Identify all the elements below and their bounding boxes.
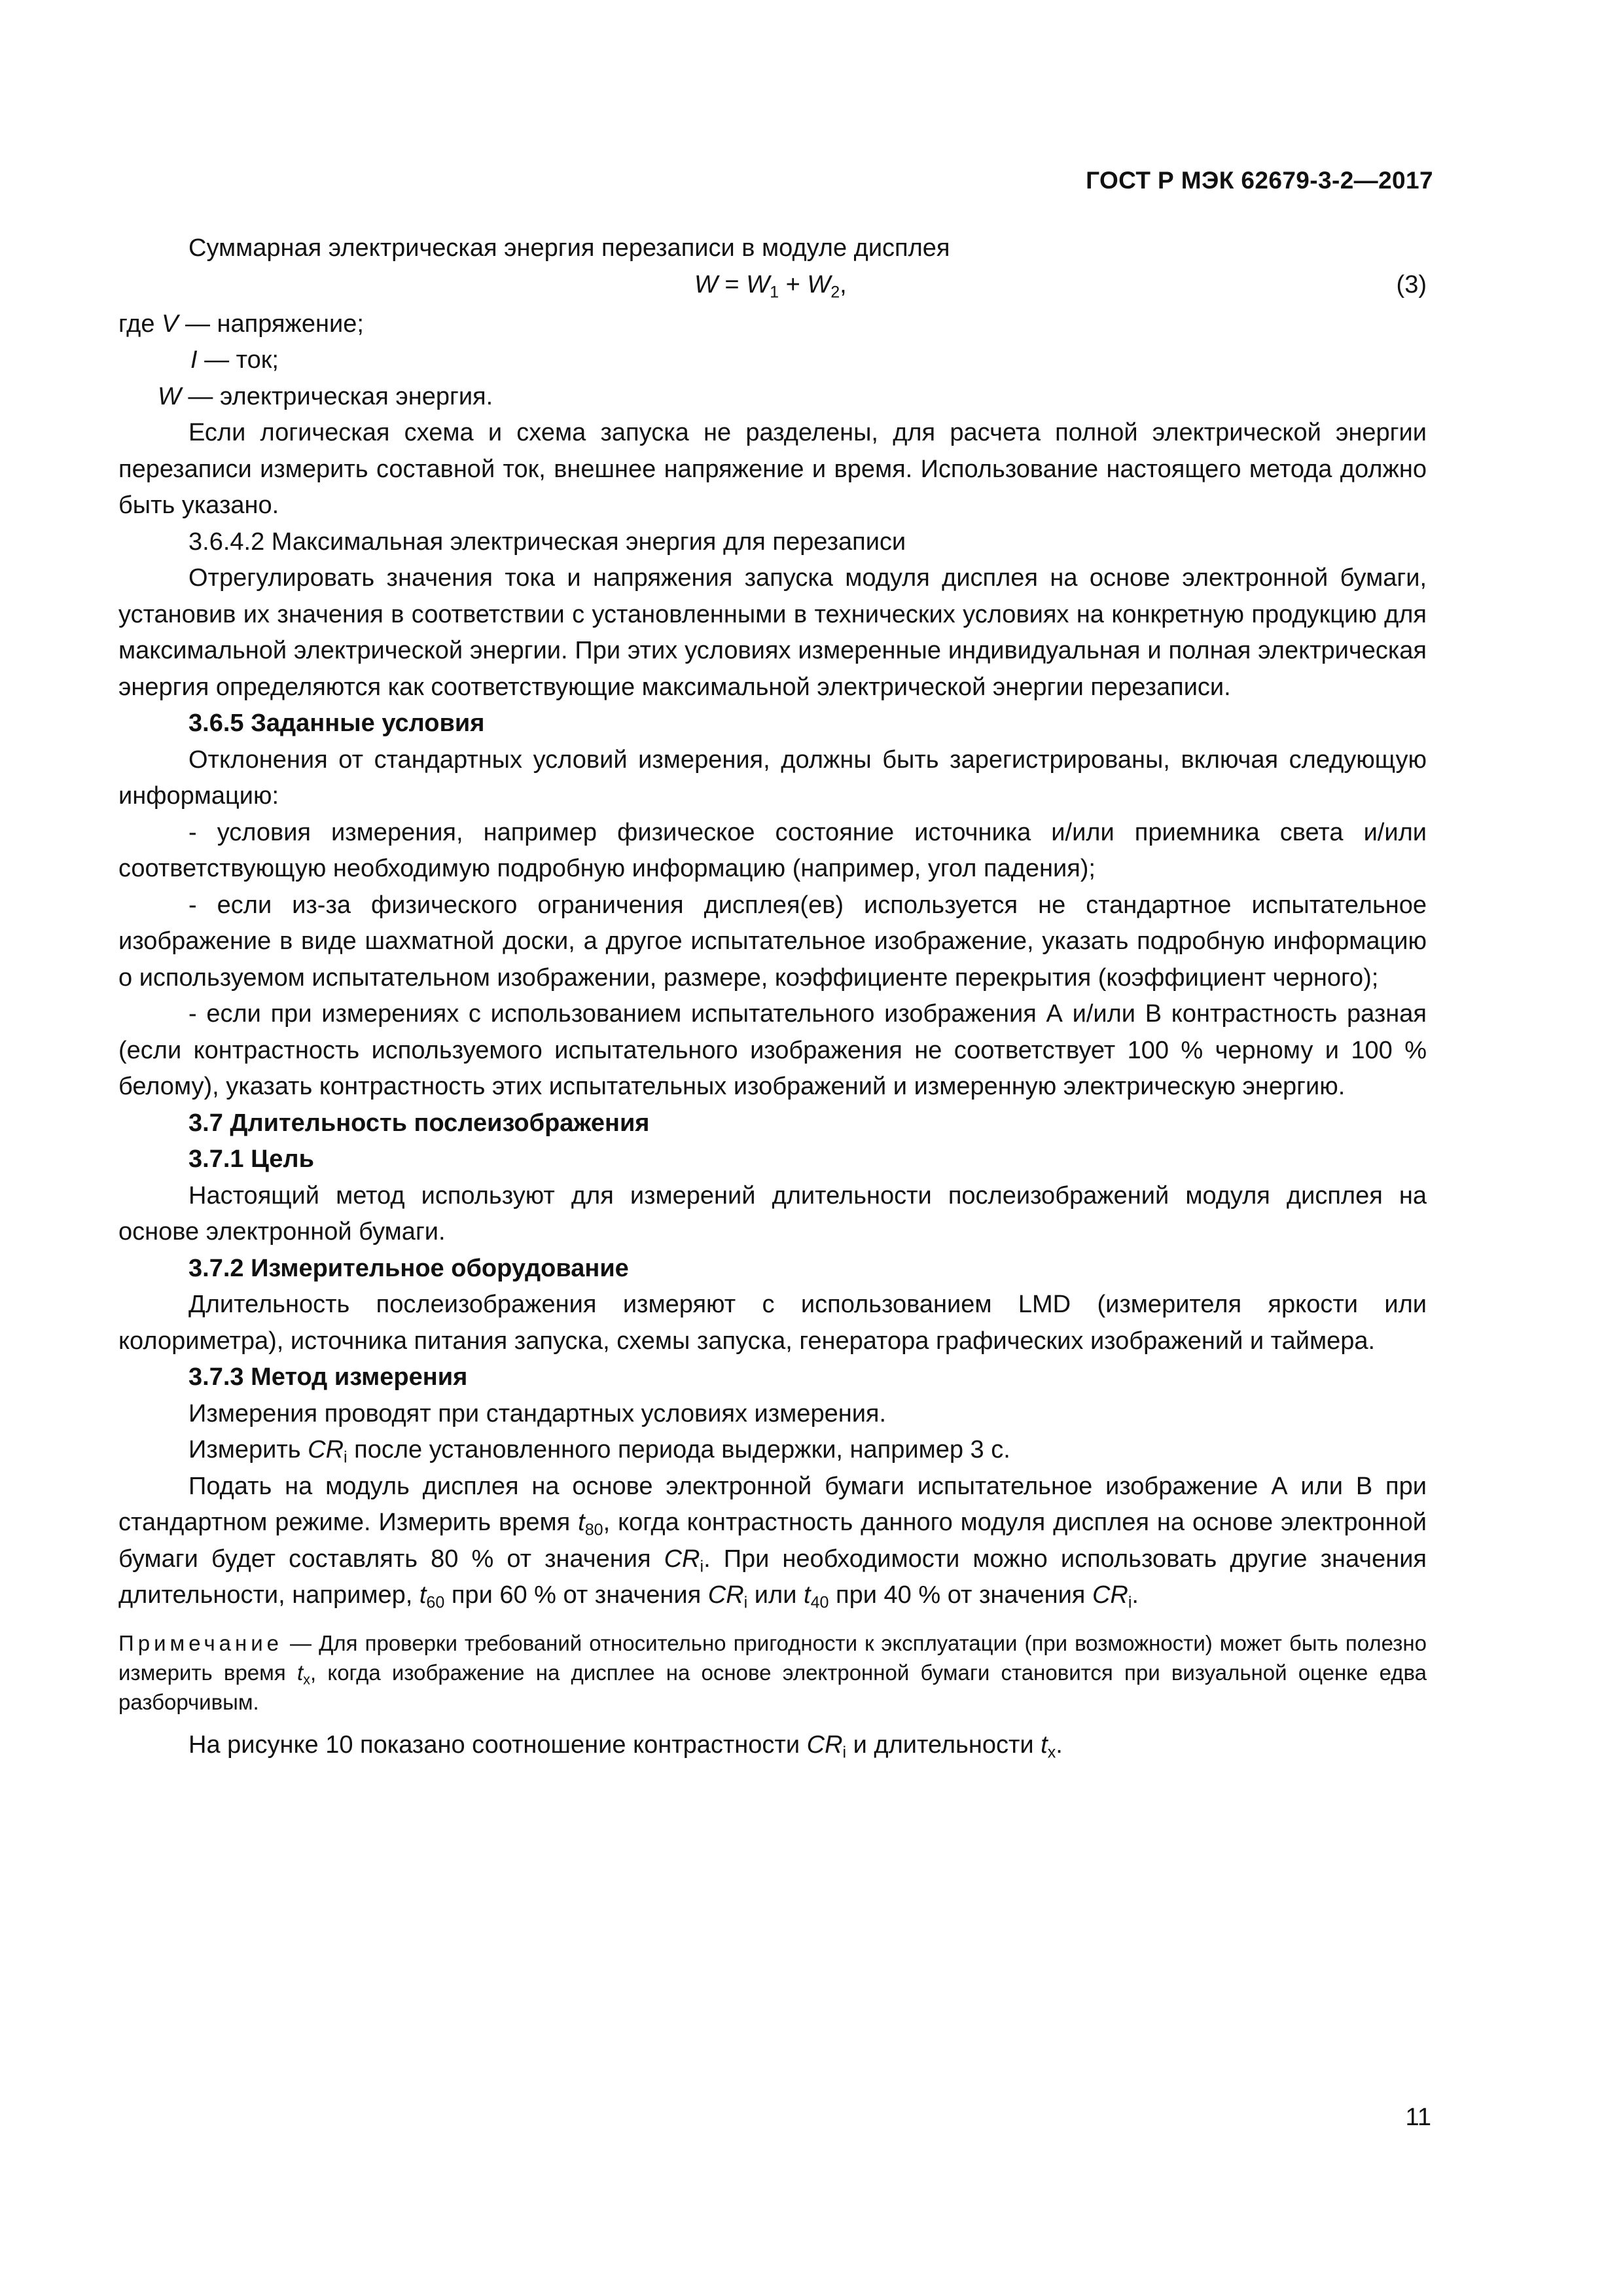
variable-definition: W — электрическая энергия. [158, 382, 493, 410]
paragraph: Отрегулировать значения тока и напряжения запуска модуля дисплея на основе электронной бумаги, установив их значения в соответствии с установленными в технических условиях на конкретную продукцию для максимальной электрической энергии. При этих условиях измеренные индивидуальная и полная электрическая энергия определяются как соответствующие максимальной электрической энергии перезаписи. [118, 564, 1427, 701]
document-body [118, 230, 1427, 1763]
paragraph: На рисунке 10 показано соотношение контрастности $CR_i$ и длительности $t_x$. [188, 1731, 1063, 1762]
list-item: - если из-за физического ограничения дисплея(ев) используется не стандартное испытательное изображение в виде шахматной доски, а другое испытательное изображение, указать подробную информацию о используемом испытательном изображении, размере, коэффициенте перекрытия (коэффициент черного); [118, 891, 1427, 992]
note: Примечание — Для проверки требований относительно пригодности к эксплуатации (при возможности) может быть полезно измерить время $t_x$, когда изображение на дисплее на основе электронной бумаги становится при визуальной оценке едва разборчивым. [118, 1630, 1427, 1714]
paragraph: Если логическая схема и схема запуска не разделены, для расчета полной электрической энергии перезаписи измерить составной ток, внешнее напряжение и время. Использование настоящего метода должно быть указано. [118, 419, 1427, 519]
formula-number: (3) [1396, 270, 1427, 298]
subsection-heading: 3.6.4.2 Максимальная электрическая энергия для перезаписи [188, 528, 906, 556]
paragraph: Отклонения от стандартных условий измерения, должны быть зарегистрированы, включая следующую информацию: [118, 745, 1427, 810]
paragraph: Измерить $CR_i$ после установленного периода выдержки, например 3 с. [188, 1436, 1010, 1467]
paragraph: Подать на модуль дисплея на основе электронной бумаги испытательное изображение А или В при стандартном режиме. Измерить время $t_{80}$, когда контрастность данного модуля дисплея на основе электронной бумаги будет составлять 80 % от значения $CR_i$. При необходимости можно использовать другие значения длительности, например, $t_{60}$ при 60 % от значения $CR_i$ или $t_{40}$ при 40 % от значения $CR_i$. [118, 1472, 1427, 1612]
section-heading: 3.7.2 Измерительное оборудование [188, 1254, 629, 1282]
variable-definition: где V — напряжение; [118, 310, 364, 338]
paragraph: Измерения проводят при стандартных условиях измерения. [188, 1399, 887, 1427]
formula-3 [118, 267, 1427, 306]
section-heading: 3.6.5 Заданные условия [188, 709, 485, 737]
paragraph: Длительность послеизображения измеряют с использованием LMD (измерителя яркости или колориметра), источника питания запуска, схемы запуска, генератора графических изображений и таймера. [118, 1291, 1427, 1355]
section-heading: 3.7 Длительность послеизображения [188, 1109, 650, 1137]
note-label: Примечание [118, 1630, 283, 1655]
list-item: - условия измерения, например физическое состояние источника и/или приемника света и/или соответствующую необходимую подробную информацию (например, угол падения); [118, 818, 1427, 882]
paragraph: Суммарная электрическая энергия перезаписи в модуле дисплея [188, 234, 950, 262]
variable-definition: I — ток; [190, 346, 279, 374]
paragraph: Настоящий метод используют для измерений длительности послеизображений модуля дисплея на основе электронной бумаги. [118, 1181, 1427, 1246]
section-heading: 3.7.3 Метод измерения [188, 1363, 468, 1391]
list-item: - если при измерениях с использованием испытательного изображения А и/или В контрастность разная (если контрастность используемого испытательного изображения не соответствует 100 % черному и 100 % белому), указать контрастность этих испытательных изображений и измеренную электрическую энергию. [118, 1000, 1427, 1100]
formula-expression: $W = W_1 + W_2$, [694, 270, 847, 302]
page-number: 11 [1405, 2104, 1431, 2131]
document-header: ГОСТ Р МЭК 62679-3-2—2017 [1086, 167, 1433, 194]
section-heading: 3.7.1 Цель [188, 1145, 314, 1173]
